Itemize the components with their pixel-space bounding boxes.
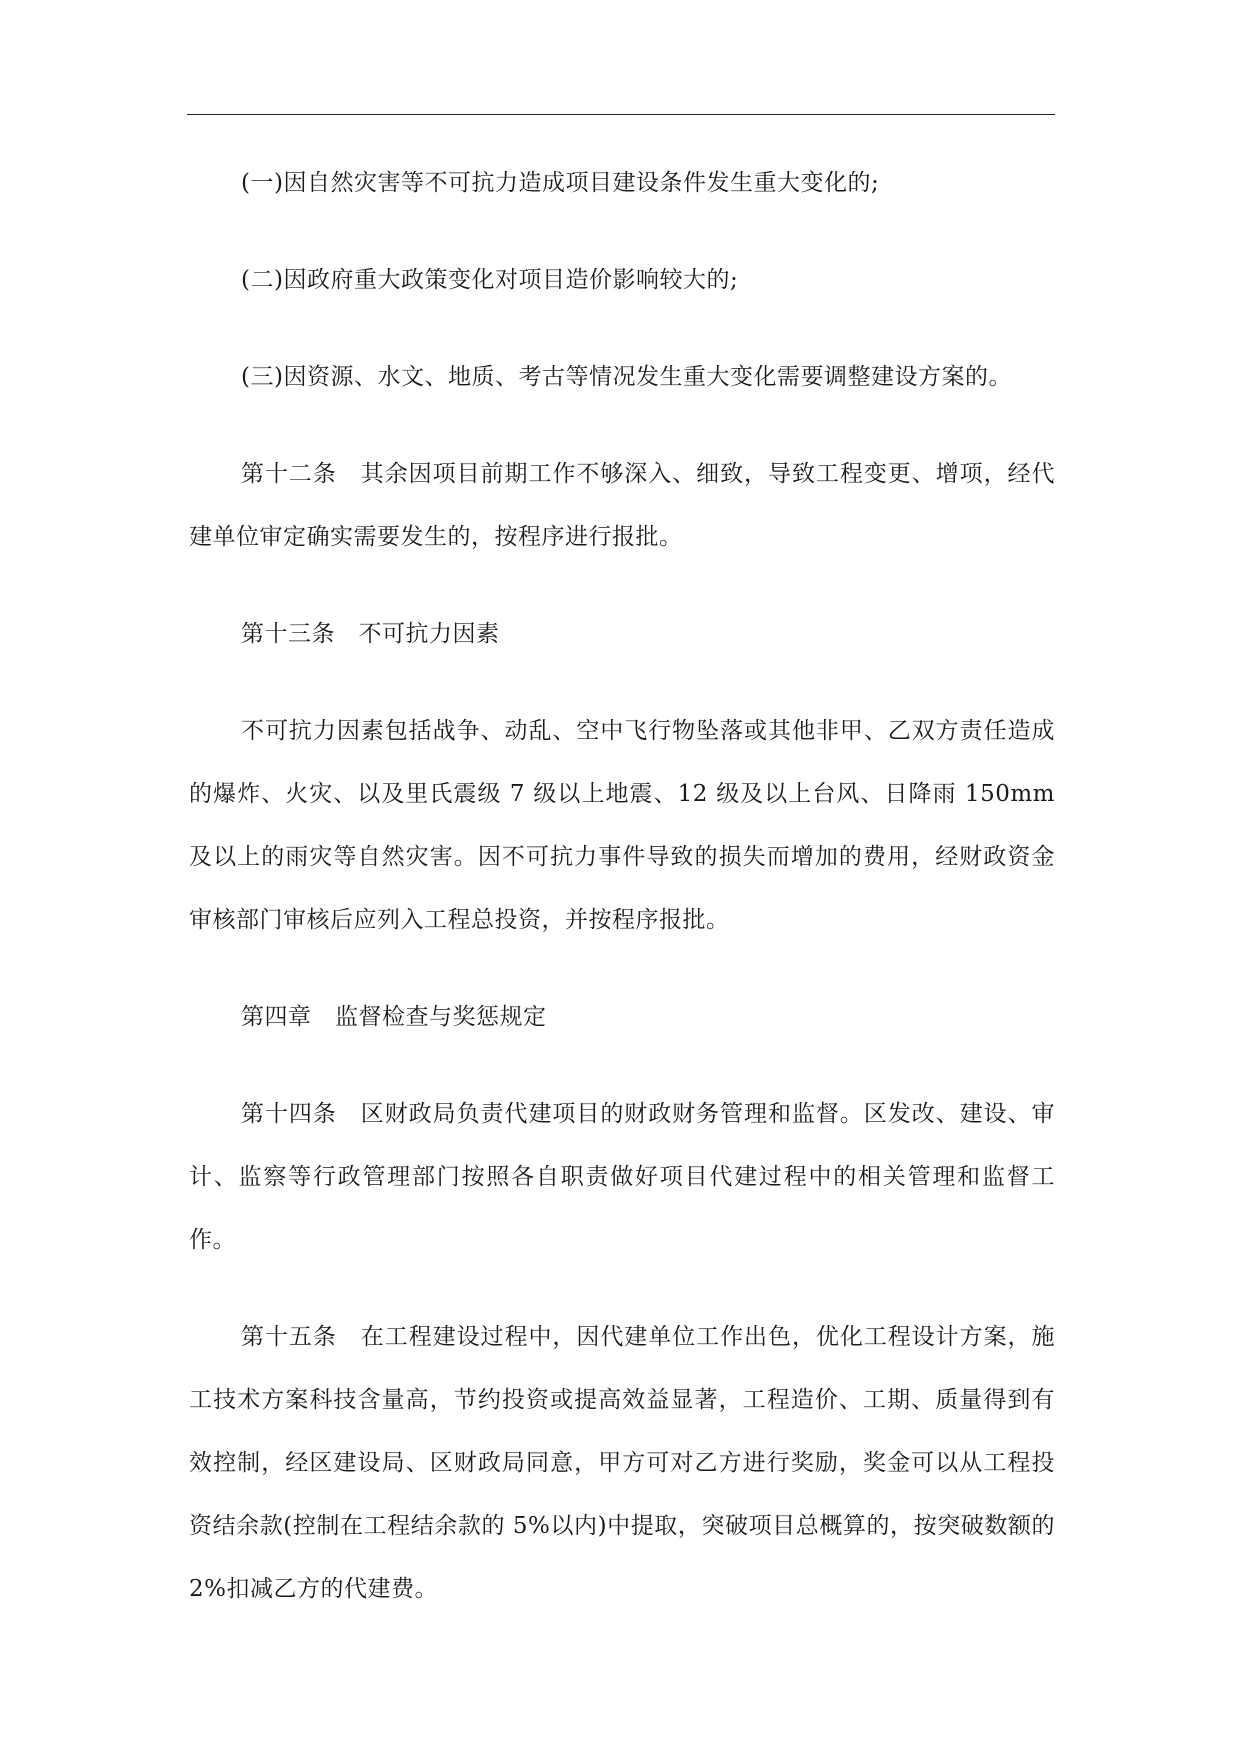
chapter-4-heading: 第四章 监督检查与奖惩规定 (241, 1004, 547, 1030)
paragraph-clause-1: (一)因自然灾害等不可抗力造成项目建设条件发生重大变化的; (241, 170, 880, 196)
paragraph-force-majeure: 不可抗力因素包括战争、动乱、空中飞行物坠落或其他非甲、乙双方责任造成的爆炸、火灾、以及里氏震级 7 级以上地震、12 级及以上台风、日降雨 150mm 及以上的雨灾等自然灾害。因不可抗力事件导致的损失而增加的费用，经财政资金审核部门审核后应列入工程总投资，并按程序报批。 (189, 718, 1055, 933)
paragraph-article-15: 第十五条 在工程建设过程中，因代建单位工作出色，优化工程设计方案，施工技术方案科技含量高，节约投资或提高效益显著，工程造价、工期、质量得到有效控制，经区建设局、区财政局同意，甲方可对乙方进行奖励，奖金可以从工程投资结余款(控制在工程结余款的 5%以内)中提取，突破项目总概算的，按突破数额的 2%扣减乙方的代建费。 (189, 1324, 1055, 1602)
paragraph-article-14: 第十四条 区财政局负责代建项目的财政财务管理和监督。区发改、建设、审计、监察等行政管理部门按照各自职责做好项目代建过程中的相关管理和监督工作。 (189, 1101, 1055, 1253)
heading-article-13: 第十三条 不可抗力因素 (241, 621, 500, 647)
paragraph-clause-2: (二)因政府重大政策变化对项目造价影响较大的; (241, 267, 739, 293)
paragraph-article-12: 第十二条 其余因项目前期工作不够深入、细致，导致工程变更、增项，经代建单位审定确实需要发生的，按程序进行报批。 (189, 461, 1055, 550)
header-rule (187, 114, 1055, 115)
paragraph-clause-3: (三)因资源、水文、地质、考古等情况发生重大变化需要调整建设方案的。 (241, 364, 1012, 390)
document-body (189, 152, 1055, 1621)
